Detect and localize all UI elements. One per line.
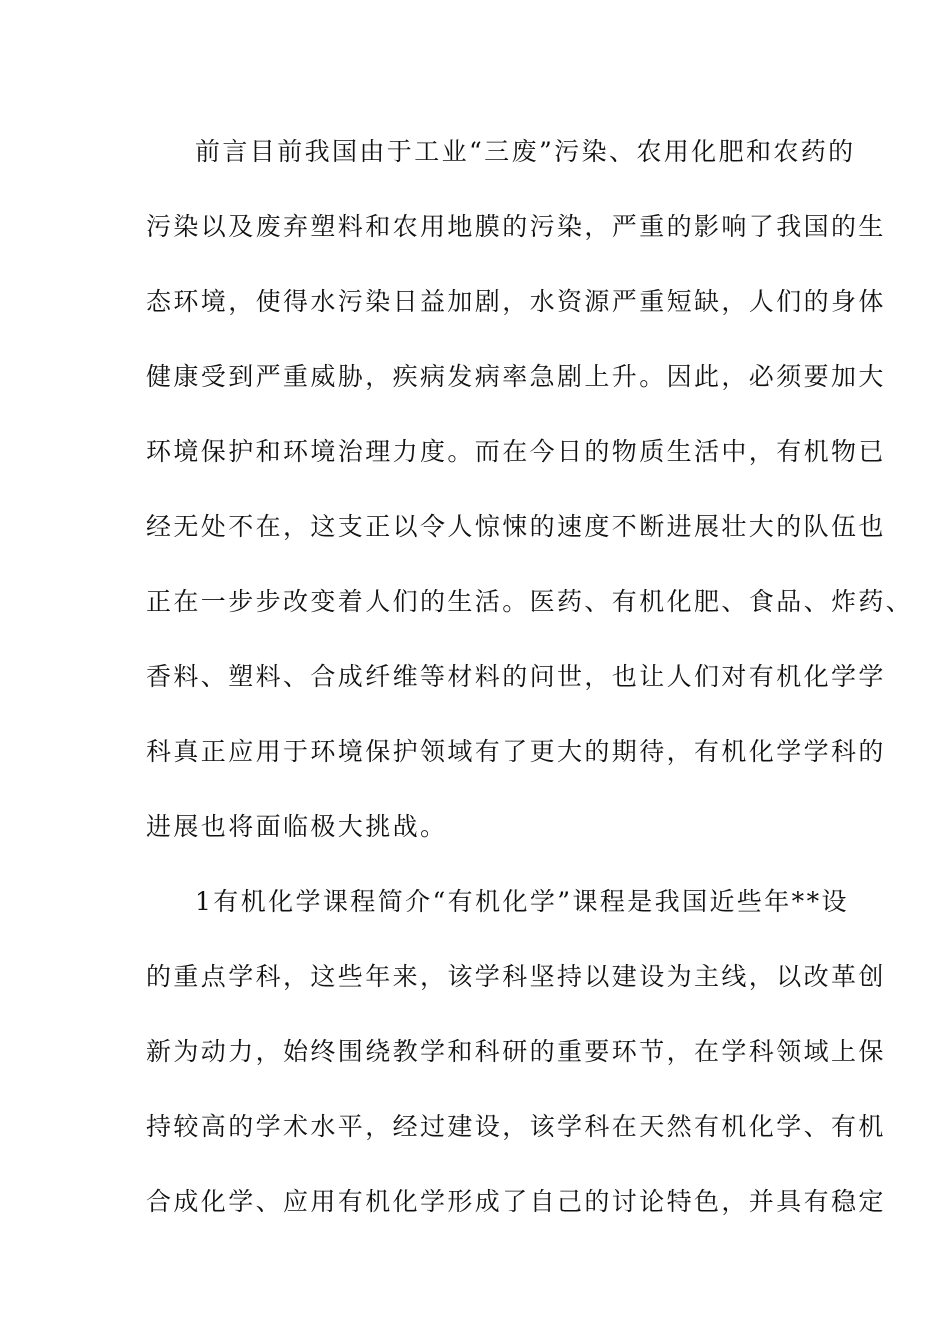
paragraph-line: 态环境，使得水污染日益加剧，水资源严重短缺，人们的身体 [146,287,886,316]
paragraph-line: 新为动力，始终围绕教学和科研的重要环节，在学科领域上保 [146,1037,886,1066]
paragraph-line: 正在一步步改变着人们的生活。医药、有机化肥、食品、炸药、 [146,587,914,616]
paragraph-line: 前言目前我国由于工业“三废”污染、农用化肥和农药的 [195,137,856,166]
paragraph-line: 香料、塑料、合成纤维等材料的问世，也让人们对有机化学学 [146,662,886,691]
paragraph-line: 健康受到严重威胁，疾病发病率急剧上升。因此，必须要加大 [146,362,886,391]
paragraph-line: 合成化学、应用有机化学形成了自己的讨论特色，并具有稳定 [146,1187,886,1216]
paragraph-line: 的重点学科，这些年来，该学科坚持以建设为主线，以改革创 [146,962,886,991]
paragraph-line: 1有机化学课程简介“有机化学”课程是我国近些年**设 [195,887,849,916]
paragraph-line: 环境保护和环境治理力度。而在今日的物质生活中，有机物已 [146,437,886,466]
paragraph-line: 科真正应用于环境保护领域有了更大的期待，有机化学学科的 [146,737,886,766]
paragraph-line: 持较高的学术水平，经过建设，该学科在天然有机化学、有机 [146,1112,886,1141]
paragraph-line: 经无处不在，这支正以令人惊悚的速度不断进展壮大的队伍也 [146,512,886,541]
paragraph-line: 污染以及废弃塑料和农用地膜的污染，严重的影响了我国的生 [146,212,886,241]
paragraph-line: 进展也将面临极大挑战。 [146,812,448,841]
